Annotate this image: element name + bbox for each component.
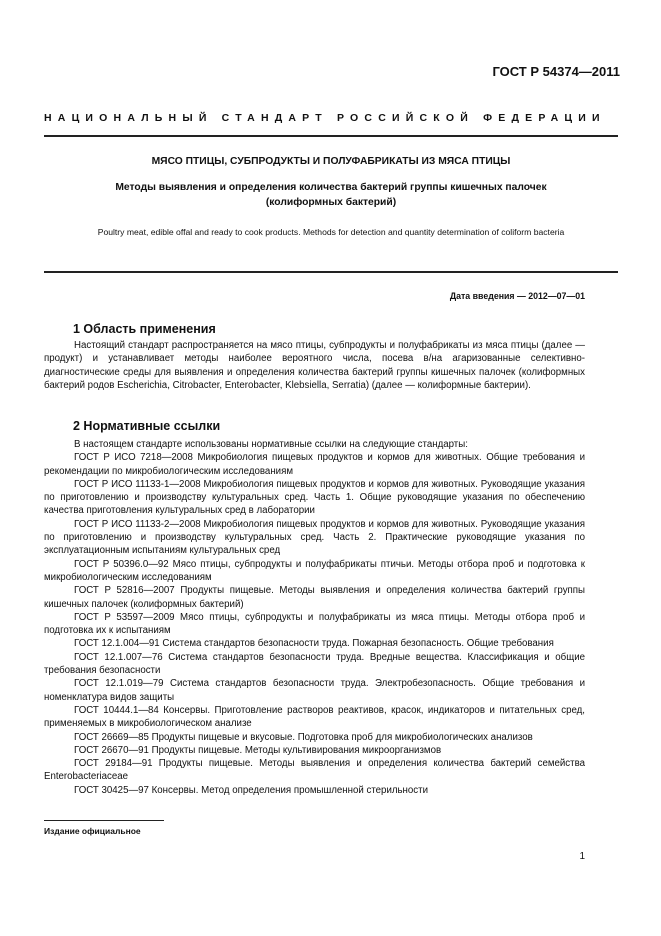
header-divider (44, 135, 618, 137)
footer-divider (44, 820, 164, 821)
section-heading-scope: 1 Область применения (73, 322, 216, 336)
reference-item: ГОСТ Р ИСО 11133-2—2008 Микробиология пищевых продуктов и кормов для животных. Руководящие указания по приготовлению и производству культуральных сред. Часть 2. Практические руководящие указания по эксплуатационным испытаниям культуральных сред (44, 518, 585, 557)
reference-item: ГОСТ 10444.1—84 Консервы. Приготовление растворов реактивов, красок, индикаторов и питательных сред, применяемых в микробиологическом анализе (44, 704, 585, 730)
national-standard-banner: НАЦИОНАЛЬНЫЙ СТАНДАРТ РОССИЙСКОЙ ФЕДЕРАЦИИ (44, 112, 606, 124)
reference-item: ГОСТ Р ИСО 11133-1—2008 Микробиология пищевых продуктов и кормов для животных. Руководящие указания по приготовлению и производству культуральных сред. Часть 1. Общие руководящие указания по обеспечению качества приготовления культуральных сред в лаборатории (44, 478, 585, 517)
introduction-date: Дата введения — 2012—07—01 (449, 291, 585, 301)
english-title: Poultry meat, edible offal and ready to cook products. Methods for detection and quantity determination of coliform bacteria (97, 227, 565, 237)
reference-item: ГОСТ 12.1.007—76 Система стандартов безопасности труда. Вредные вещества. Классификация и общие требования безопасности (44, 651, 585, 677)
title-divider (44, 271, 618, 273)
section-heading-references: 2 Нормативные ссылки (73, 419, 221, 433)
reference-item: ГОСТ 26670—91 Продукты пищевые. Методы культивирования микроорганизмов (74, 744, 442, 756)
reference-item: ГОСТ Р 50396.0—92 Мясо птицы, субпродукты и полуфабрикаты птичьи. Методы отбора проб и подготовка к микробиологическим исследованиям (44, 558, 585, 583)
reference-item: ГОСТ 29184—91 Продукты пищевые. Методы выявления и определения количества бактерий семейства Enterobacteriaceae (44, 758, 585, 783)
references-list (44, 438, 585, 797)
gost-code: ГОСТ Р 54374—2011 (492, 64, 620, 79)
reference-item: ГОСТ 12.1.004—91 Система стандартов безопасности труда. Пожарная безопасность. Общие требования (74, 638, 554, 650)
main-title: МЯСО ПТИЦЫ, СУБПРОДУКТЫ И ПОЛУФАБРИКАТЫ ИЗ МЯСА ПТИЦЫ (151, 156, 511, 167)
page-number: 1 (579, 851, 585, 862)
scope-text (44, 339, 585, 392)
reference-item: ГОСТ Р ИСО 7218—2008 Микробиология пищевых продуктов и кормов для животных. Общие требования и рекомендации по микробиологическим исследованиям (44, 452, 585, 477)
scope-paragraph: Настоящий стандарт распространяется на мясо птицы, субпродукты и полуфабрикаты из мяса птицы (далее — продукт) и устанавливает методы наиболее вероятного числа, посева в/на агаризованные селективно-диагностические среды для выявления и определения количества бактерий группы кишечных палочек (колиформных бактерий родов Escherichia, Citrobacter, Enterobacter, Klebsiella, Serratia) (далее — колиформные бактерии). (44, 340, 585, 391)
reference-item: ГОСТ Р 53597—2009 Мясо птицы, субпродукты и полуфабрикаты из мяса птицы. Методы отбора проб и подготовка их к испытаниям (44, 611, 585, 637)
references-intro: В настоящем стандарте использованы нормативные ссылки на следующие стандарты: (74, 439, 468, 450)
edition-label: Издание официальное (44, 826, 141, 836)
reference-item: ГОСТ Р 52816—2007 Продукты пищевые. Методы выявления и определения количества бактерий группы кишечных палочек (колиформных бактерий) (44, 585, 585, 610)
reference-item: ГОСТ 30425—97 Консервы. Метод определения промышленной стерильности (74, 784, 428, 796)
reference-item: ГОСТ 26669—85 Продукты пищевые и вкусовые. Подготовка проб для микробиологических анализов (74, 731, 533, 743)
subtitle: Методы выявления и определения количества бактерий группы кишечных палочек (колиформных бактерий) (115, 182, 547, 208)
reference-item: ГОСТ 12.1.019—79 Система стандартов безопасности труда. Электробезопасность. Общие требования и номенклатура видов защиты (44, 678, 585, 703)
